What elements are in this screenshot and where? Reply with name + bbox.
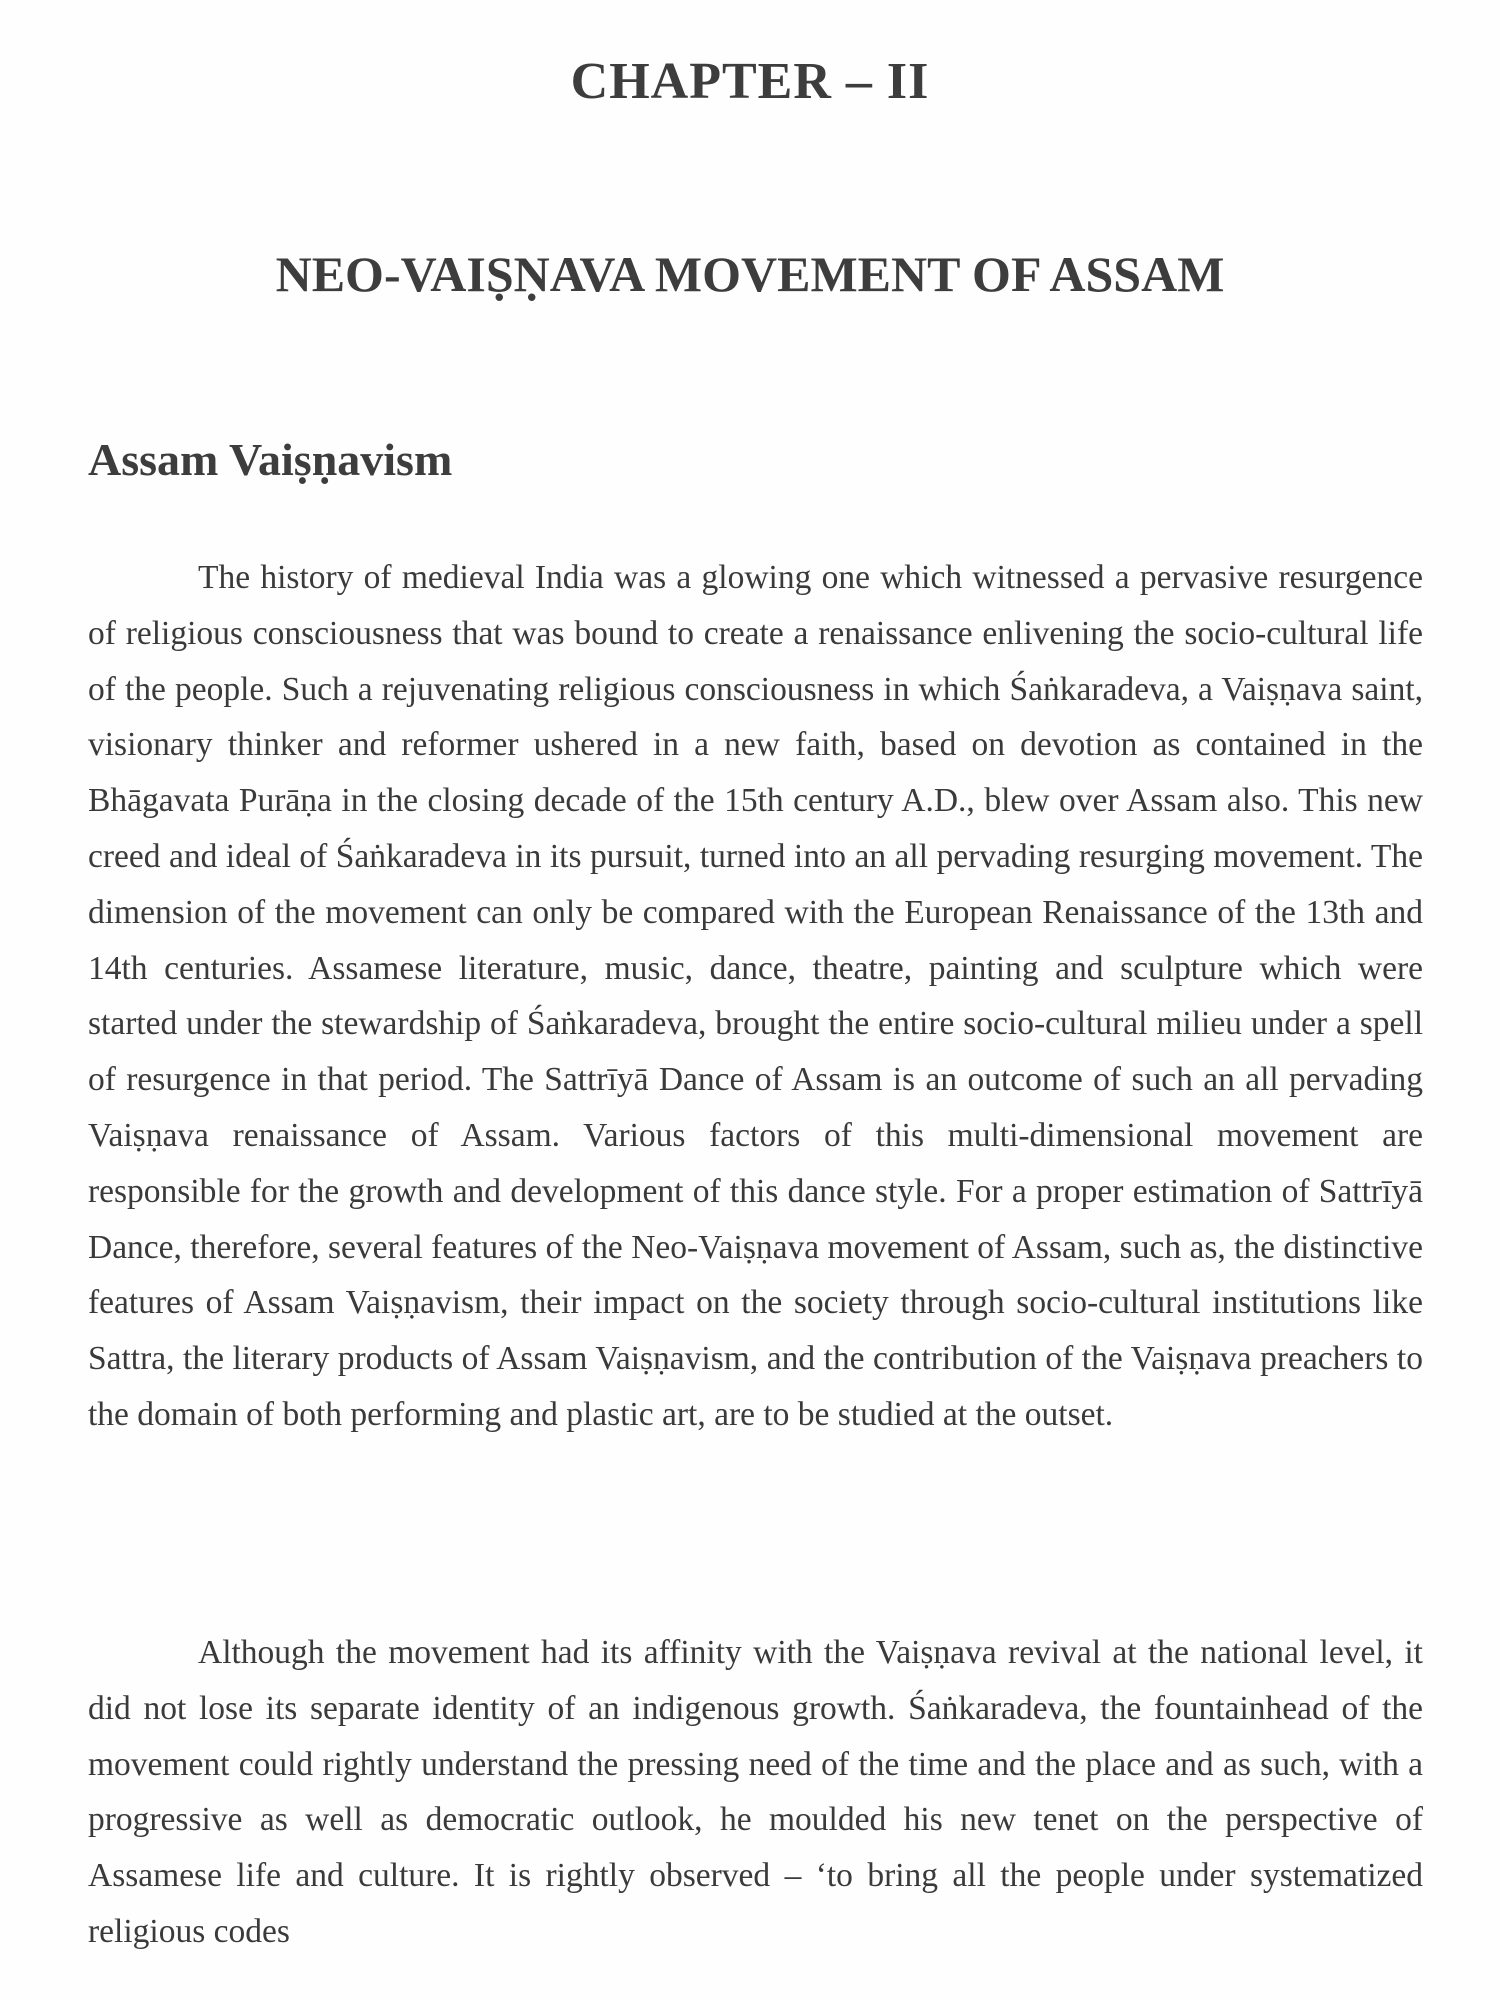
body-paragraph-2 [88,1625,1423,1960]
chapter-label: CHAPTER – II [570,53,930,110]
body-paragraph-1: The history of medieval India was a glowing one which witnessed a pervasive resurgence of religious consciousness that was bound to create a renaissance enlivening the socio-cultural life of the people. Such a rejuvenating religious consciousness in which Śaṅkaradeva, a Vaiṣṇava saint, visionary thinker and reformer ushered in a new faith, based on devotion as contained in the Bhāgavata Purāṇa in the closing decade of the 15th century A.D., blew over Assam also. This new creed and ideal of Śaṅkaradeva in its pursuit, turned into an all pervading resurging movement. The dimension of the movement can only be compared with the European Renaissance of the 13th and 14th centuries. Assamese literature, music, dance, theatre, painting and sculpture which were started under the stewardship of Śaṅkaradeva, brought the entire socio-cultural milieu under a spell of resurgence in that period. The Sattrīyā Dance of Assam is an outcome of such an all pervading Vaiṣṇava renaissance of Assam. Various factors of this multi-dimensional movement are responsible for the growth and development of this dance style. For a proper estimation of Sattrīyā Dance, therefore, several features of the Neo-Vaiṣṇava movement of Assam, such as, the distinctive features of Assam Vaiṣṇavism, their impact on the society through socio-cultural institutions like Sattra, the literary products of Assam Vaiṣṇavism, and the contribution of the Vaiṣṇava preachers to the domain of both performing and plastic art, are to be studied at the outset. [88,559,1423,1433]
body-paragraph-2-text: Although the movement had its affinity with the Vaiṣṇava revival at the national level, it did not lose its separate identity of an indigenous growth. Śaṅkaradeva, the fountainhead of the movement could rightly understand the pressing need of the time and the place and as such, with a progressive as well as democratic outlook, he moulded his new tenet on the perspective of Assamese life and culture. It is rightly observed – ‘to bring all the people under systematized religious codes [88,1634,1423,1950]
chapter-title: NEO-VAIṢṆAVA MOVEMENT OF ASSAM [275,246,1225,302]
section-heading: Assam Vaiṣṇavism [88,434,453,485]
